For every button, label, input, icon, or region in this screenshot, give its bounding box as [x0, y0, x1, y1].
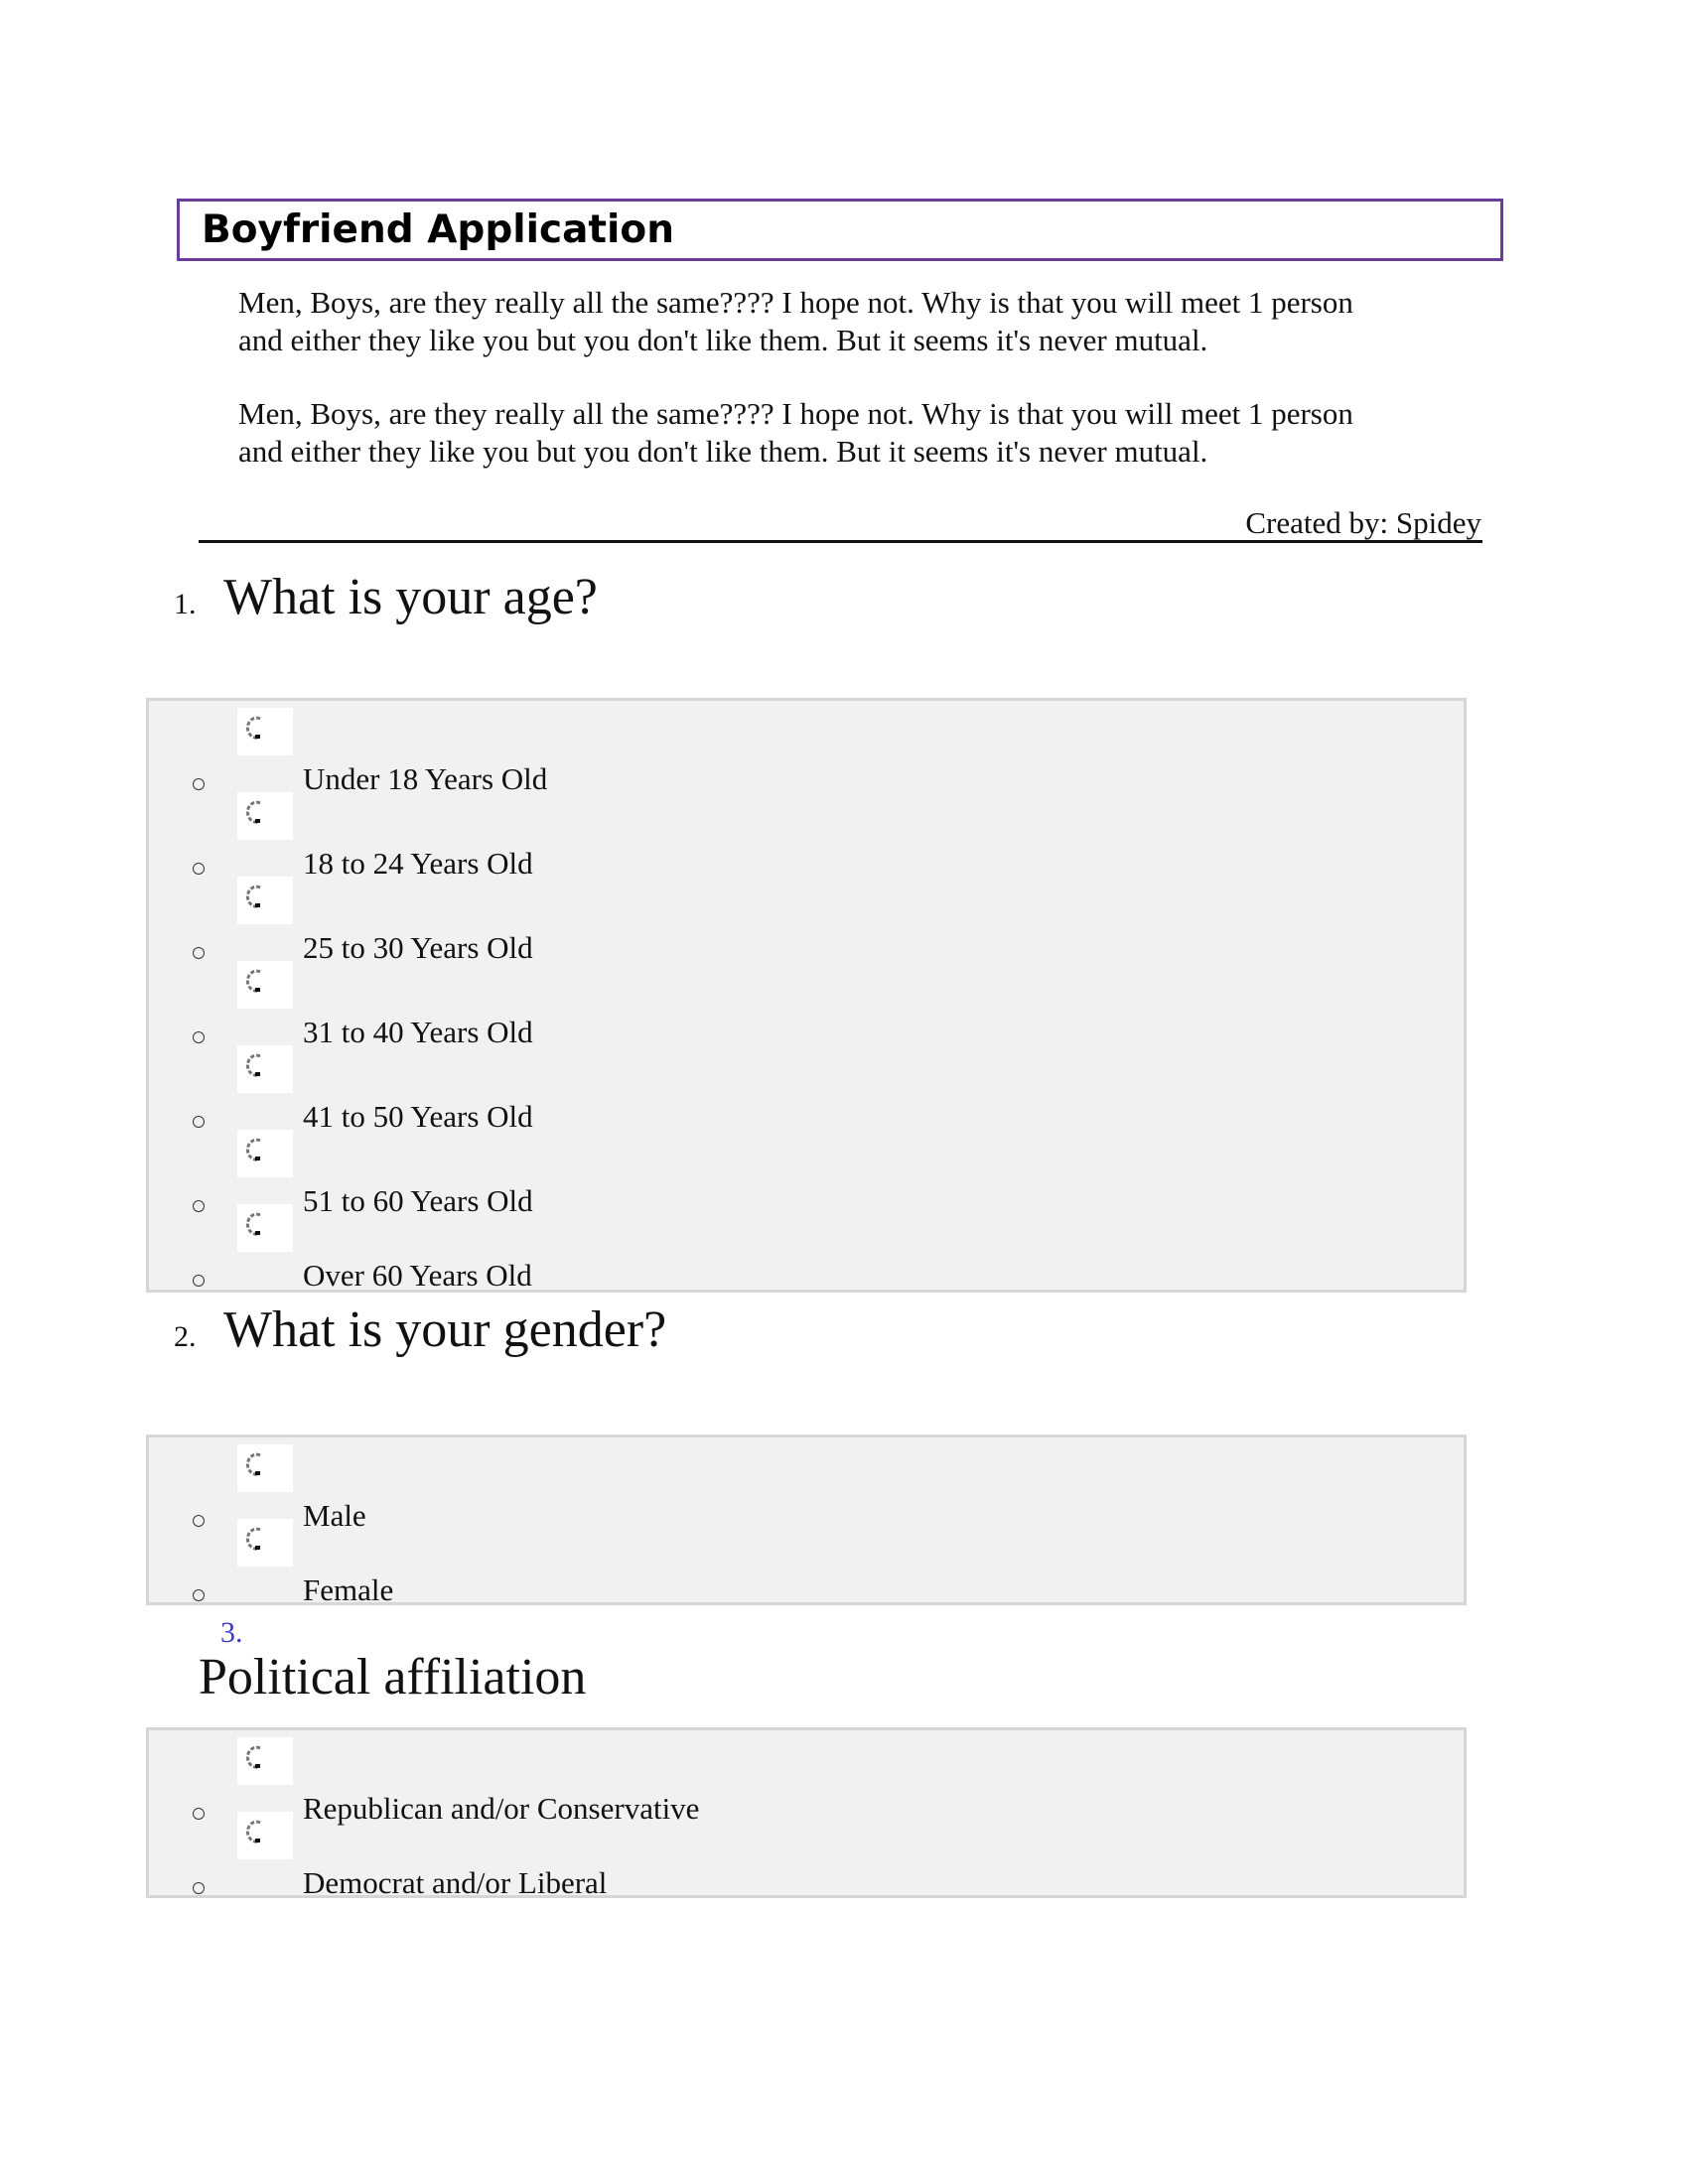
- option-male[interactable]: [149, 1442, 1464, 1533]
- option-label: 18 to 24 Years Old: [303, 846, 533, 881]
- option-51-to-60[interactable]: [149, 1128, 1464, 1218]
- list-bullet-icon: [193, 1031, 205, 1043]
- option-label: Under 18 Years Old: [303, 761, 548, 796]
- intro-paragraph-2: [238, 395, 1460, 471]
- option-label: Democrat and/or Liberal: [303, 1865, 608, 1900]
- option-label: Over 60 Years Old: [303, 1258, 532, 1293]
- created-by: Created by: Spidey: [1245, 505, 1481, 540]
- radio-button-icon[interactable]: [237, 1130, 293, 1177]
- radio-button-icon[interactable]: [237, 1045, 293, 1093]
- intro-paragraph-1-line-2: and either they like you but you don't like them. But it seems it's never mutual.: [238, 323, 1208, 357]
- list-bullet-icon: [193, 863, 205, 875]
- option-under-18[interactable]: [149, 706, 1464, 796]
- question-1-options: [146, 698, 1467, 1293]
- option-label: Republican and/or Conservative: [303, 1791, 700, 1826]
- option-label: Female: [303, 1572, 394, 1607]
- intro-paragraph-1-line-1: Men, Boys, are they really all the same???? I hope not. Why is that you will meet 1 person: [238, 285, 1353, 320]
- intro-paragraph-1: [238, 284, 1460, 359]
- intro-paragraph-2-line-2: and either they like you but you don't like them. But it seems it's never mutual.: [238, 434, 1208, 469]
- radio-button-icon[interactable]: [237, 792, 293, 840]
- question-3-title: Political affiliation: [199, 1649, 587, 1706]
- option-label: 31 to 40 Years Old: [303, 1015, 533, 1049]
- question-2-options: [146, 1434, 1467, 1605]
- radio-button-icon[interactable]: [237, 961, 293, 1009]
- radio-button-icon[interactable]: [237, 1737, 293, 1785]
- radio-button-icon[interactable]: [237, 1812, 293, 1859]
- question-1-number: 1.: [174, 588, 197, 620]
- list-bullet-icon: [193, 778, 205, 790]
- divider: [199, 540, 1482, 543]
- radio-button-icon[interactable]: [237, 877, 293, 924]
- question-3-options: [146, 1727, 1467, 1898]
- question-1-heading: [174, 568, 598, 626]
- question-2-number: 2.: [174, 1320, 197, 1353]
- intro-paragraph-2-line-1: Men, Boys, are they really all the same???? I hope not. Why is that you will meet 1 person: [238, 396, 1353, 431]
- option-18-to-24[interactable]: [149, 790, 1464, 881]
- question-2-heading: [174, 1300, 666, 1359]
- option-democrat[interactable]: [149, 1810, 1464, 1900]
- question-3-number: 3.: [220, 1616, 243, 1649]
- option-female[interactable]: [149, 1517, 1464, 1607]
- list-bullet-icon: [193, 1589, 205, 1601]
- option-41-to-50[interactable]: [149, 1043, 1464, 1134]
- list-bullet-icon: [193, 1116, 205, 1128]
- list-bullet-icon: [193, 947, 205, 959]
- radio-button-icon[interactable]: [237, 1204, 293, 1252]
- list-bullet-icon: [193, 1882, 205, 1894]
- option-label: 41 to 50 Years Old: [303, 1099, 533, 1134]
- option-label: 25 to 30 Years Old: [303, 930, 533, 965]
- radio-button-icon[interactable]: [237, 1444, 293, 1492]
- option-over-60[interactable]: [149, 1202, 1464, 1293]
- title-box: [177, 199, 1503, 261]
- option-republican[interactable]: [149, 1735, 1464, 1826]
- question-1-title: What is your age?: [223, 569, 598, 625]
- question-2-title: What is your gender?: [223, 1301, 667, 1358]
- option-label: 51 to 60 Years Old: [303, 1183, 533, 1218]
- option-31-to-40[interactable]: [149, 959, 1464, 1049]
- page-title: Boyfriend Application: [202, 207, 674, 252]
- option-25-to-30[interactable]: [149, 875, 1464, 965]
- option-label: Male: [303, 1498, 366, 1533]
- radio-button-icon[interactable]: [237, 1519, 293, 1567]
- list-bullet-icon: [193, 1275, 205, 1287]
- radio-button-icon[interactable]: [237, 708, 293, 755]
